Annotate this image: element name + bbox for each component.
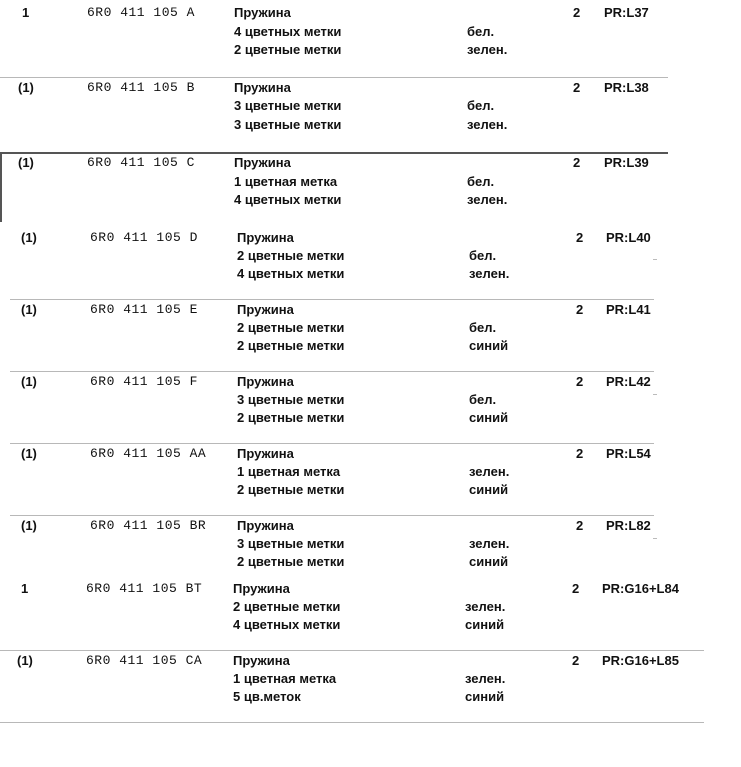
mark-line-1: 2 цветные метки	[237, 248, 345, 263]
mark-line-1: 4 цветных метки	[234, 24, 342, 39]
part-number: 6R0 411 105 CA	[86, 653, 203, 668]
mark-line-1: 3 цветные метки	[234, 98, 342, 113]
qty-marker: (1)	[17, 653, 33, 668]
mark-line-1: 2 цветные метки	[237, 320, 345, 335]
qty-marker: (1)	[21, 518, 37, 533]
part-name: Пружина	[233, 581, 290, 596]
mark-line-2: 2 цветные метки	[237, 482, 345, 497]
part-row	[0, 79, 741, 143]
mark-line-1: 1 цветная метка	[237, 464, 341, 479]
qty-marker: (1)	[18, 155, 34, 170]
pr-code: PR:L38	[604, 80, 649, 95]
qty-marker: (1)	[18, 80, 34, 95]
part-number: 6R0 411 105 C	[87, 155, 195, 170]
part-row	[0, 580, 741, 644]
row-divider	[0, 77, 668, 78]
part-number: 6R0 411 105 AA	[90, 446, 207, 461]
part-row	[0, 229, 741, 293]
mark-line-2: 4 цветных метки	[237, 266, 345, 281]
quantity: 2	[573, 80, 581, 95]
quantity: 2	[573, 5, 581, 20]
mark-color-1: бел.	[467, 174, 495, 189]
pr-code: PR:L37	[604, 5, 649, 20]
part-number: 6R0 411 105 F	[90, 374, 198, 389]
mark-color-1: зелен.	[465, 671, 506, 686]
mark-color-2: зелен.	[467, 42, 508, 57]
pr-code: PR:L41	[606, 302, 651, 317]
pr-code: PR:G16+L85	[602, 653, 679, 668]
part-number: 6R0 411 105 BT	[86, 581, 203, 596]
pr-code: PR:G16+L84	[602, 581, 679, 596]
qty-marker: 1	[21, 581, 29, 596]
row-divider	[10, 443, 654, 444]
part-name: Пружина	[234, 5, 291, 20]
pr-code: PR:L42	[606, 374, 651, 389]
row-divider	[0, 650, 704, 651]
part-name: Пружина	[237, 518, 294, 533]
part-row	[0, 652, 741, 716]
pr-code: PR:L40	[606, 230, 651, 245]
part-name: Пружина	[237, 230, 294, 245]
mark-line-2: 4 цветных метки	[233, 617, 341, 632]
row-divider	[10, 299, 654, 300]
pr-code: PR:L82	[606, 518, 651, 533]
part-row	[0, 154, 741, 218]
part-name: Пружина	[234, 155, 291, 170]
row-divider	[10, 515, 654, 516]
qty-marker: (1)	[21, 302, 37, 317]
part-row	[0, 4, 741, 68]
quantity: 2	[572, 581, 580, 596]
qty-marker: 1	[22, 5, 30, 20]
pr-code: PR:L39	[604, 155, 649, 170]
mark-line-1: 3 цветные метки	[237, 392, 345, 407]
mark-color-2: синий	[469, 554, 509, 569]
mark-line-2: 5 цв.меток	[233, 689, 301, 704]
mark-line-2: 4 цветных метки	[234, 192, 342, 207]
mark-color-2: синий	[469, 338, 509, 353]
mark-line-1: 1 цветная метка	[233, 671, 337, 686]
quantity: 2	[572, 653, 580, 668]
mark-line-2: 2 цветные метки	[237, 410, 345, 425]
mark-color-2: зелен.	[467, 117, 508, 132]
mark-color-1: зелен.	[465, 599, 506, 614]
part-name: Пружина	[237, 302, 294, 317]
edge-tick	[653, 538, 657, 539]
part-name: Пружина	[233, 653, 290, 668]
part-name: Пружина	[234, 80, 291, 95]
mark-color-1: бел.	[467, 98, 495, 113]
mark-color-2: синий	[465, 689, 505, 704]
part-number: 6R0 411 105 D	[90, 230, 198, 245]
part-row	[0, 445, 741, 509]
part-row	[0, 373, 741, 437]
quantity: 2	[576, 302, 584, 317]
mark-color-2: зелен.	[467, 192, 508, 207]
quantity: 2	[576, 230, 584, 245]
mark-color-2: синий	[469, 482, 509, 497]
quantity: 2	[576, 374, 584, 389]
edge-tick	[653, 394, 657, 395]
mark-color-1: бел.	[467, 24, 495, 39]
pr-code: PR:L54	[606, 446, 651, 461]
mark-color-2: синий	[465, 617, 505, 632]
qty-marker: (1)	[21, 374, 37, 389]
part-number: 6R0 411 105 E	[90, 302, 198, 317]
mark-color-1: бел.	[469, 320, 497, 335]
mark-color-1: зелен.	[469, 536, 510, 551]
mark-line-1: 2 цветные метки	[233, 599, 341, 614]
mark-line-2: 2 цветные метки	[234, 42, 342, 57]
mark-color-1: зелен.	[469, 464, 510, 479]
part-row	[0, 301, 741, 365]
mark-line-1: 1 цветная метка	[234, 174, 338, 189]
mark-line-2: 2 цветные метки	[237, 554, 345, 569]
part-number: 6R0 411 105 A	[87, 5, 195, 20]
row-divider	[10, 371, 654, 372]
mark-line-2: 2 цветные метки	[237, 338, 345, 353]
quantity: 2	[573, 155, 581, 170]
mark-color-2: зелен.	[469, 266, 510, 281]
part-name: Пружина	[237, 446, 294, 461]
qty-marker: (1)	[21, 446, 37, 461]
part-name: Пружина	[237, 374, 294, 389]
quantity: 2	[576, 446, 584, 461]
mark-color-1: бел.	[469, 392, 497, 407]
row-divider	[0, 722, 704, 723]
edge-tick	[653, 259, 657, 260]
part-row	[0, 517, 741, 581]
mark-line-2: 3 цветные метки	[234, 117, 342, 132]
quantity: 2	[576, 518, 584, 533]
mark-color-2: синий	[469, 410, 509, 425]
mark-line-1: 3 цветные метки	[237, 536, 345, 551]
part-number: 6R0 411 105 BR	[90, 518, 207, 533]
part-number: 6R0 411 105 B	[87, 80, 195, 95]
mark-color-1: бел.	[469, 248, 497, 263]
qty-marker: (1)	[21, 230, 37, 245]
